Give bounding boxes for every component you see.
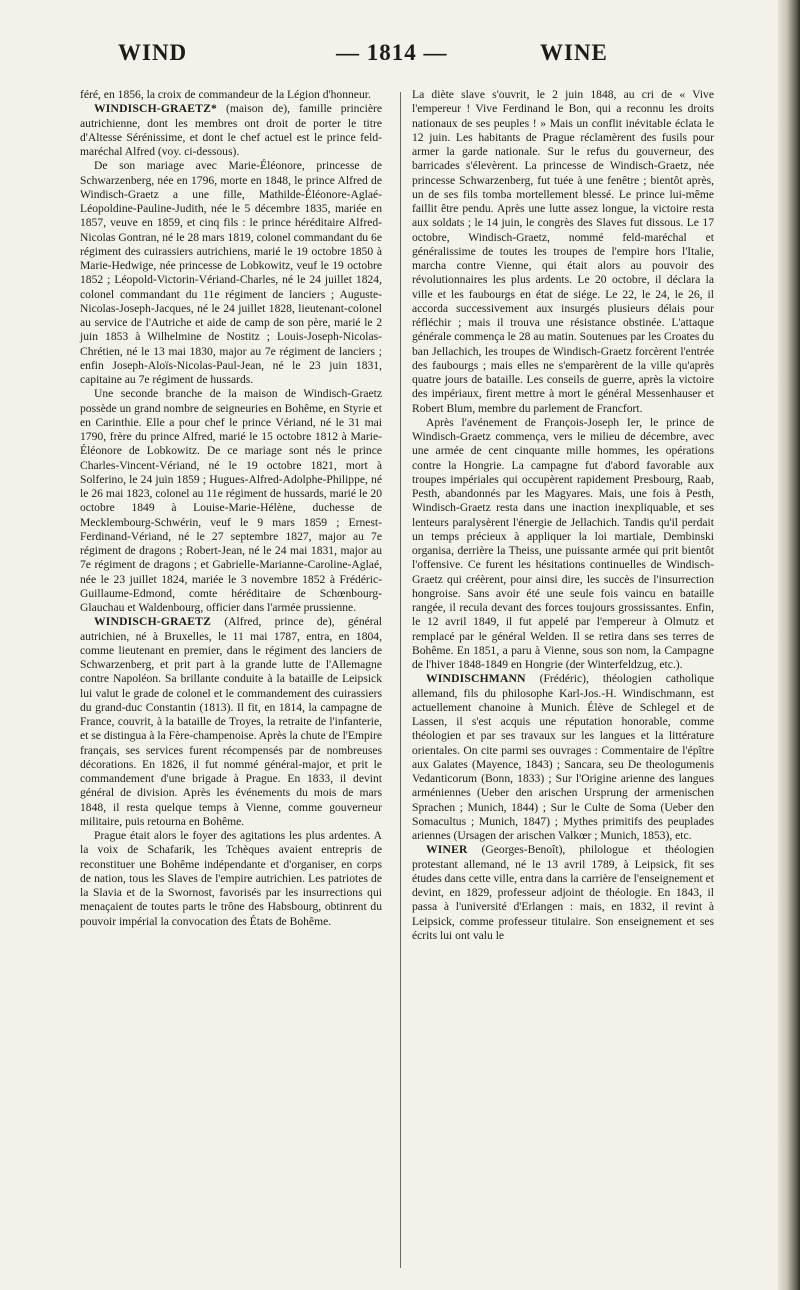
entry-text: (Alfred, prince de), général autrichien, né à Bruxelles, le 11 mai 1787, entra, en 1804, comme lieutenant en premier, dans le régiment des lanciers de Schwarzenberg, et prit part à la grande lutte de l'Allemagne contre Napoléon. Sa brillante conduite à la bataille de Leipsick lui valut le grade de colonel et le commandement des cuirassiers du grand-duc Constantin (1813). Il fit, en 1814, la campagne de France, couvrit, à la bataille de Troyes, la retraite de l'infanterie, et se distingua à la Fère-champenoise. Après la chute de l'Empire français, ses services furent récompensés par de nombreuses décorations. En 1826, il fut nommé général-major, et prit le commandement d'une brigade à Prague. En 1833, il devint général de division. Après les événements du mois de mars 1848, il resta quelque temps à Vienne, comme gouverneur militaire, puis retourna en Bohême. — [80, 615, 382, 828]
paragraph — [80, 829, 382, 929]
entry-text: Prague était alors le foyer des agitations les plus ardentes. A la voix de Schafarik, les Tchèques avaient entrepris de reconstituer une Bohême indépendante et d'organiser, en corps de nation, tous les Slaves de l'empire autrichien. Les patriotes de la Slavia et de la Swornost, favorisés par les insurrections qui menaçaient de toutes parts le trône des Habsbourg, obtinrent du pouvoir impérial la convocation des États de Bohême. — [80, 829, 382, 928]
page-edge-shadow — [778, 0, 800, 1290]
paragraph — [80, 88, 382, 102]
entry-headword: WINDISCHMANN — [426, 672, 526, 686]
running-header — [100, 40, 660, 70]
entry-text: La diète slave s'ouvrit, le 2 juin 1848, au cri de « Vive l'empereur ! Vive Ferdinand le Bon, qui a reconnu les droits nationaux de ses peuples ! » Mais un conflit inévitable éclata le 12 juin. Les habitants de Prague réclamèrent des fusils pour armer la garde nationale. Sur le refus du gouverneur, des barricades s'élevèrent. La princesse de Windisch-Graetz, née princesse Schwarzenberg, fut tuée à une fenêtre ; bientôt après, un de ses fils tomba mortellement blessé. Le prince lui-même faillit être pendu. Après une lutte assez longue, la victoire resta aux soldats ; le 14 juin, le congrès des Slaves fut dissous. Le 17 octobre, Windisch-Graetz, nommé feld-maréchal et généralissime de toutes les troupes de l'empire hors l'Italie, marcha contre Vienne, qui était alors au pouvoir des révolutionnaires les plus ardents. Le 20 octobre, il déclara la ville et les faubourgs en état de siége. Le 22, le 24, le 26, il accorda successivement aux insurgés plusieurs délais pour réfléchir ; mais il trouva une résistance obstinée. L'attaque générale commença le 28 au matin. Soutenues par les Croates du ban Jellachich, les troupes de Windisch-Graetz forcèrent l'entrée des faubourgs ; mais elles ne s'emparèrent de la ville qu'après quatre jours de bataille. Les conseils de guerre, après la victoire des impériaux, firent mettre à mort le général Messenhauser et Robert Blum, membre du parlement de Francfort. — [412, 88, 714, 415]
dictionary-entry — [412, 672, 714, 843]
entry-text: féré, en 1856, la croix de commandeur de la Légion d'honneur. — [80, 88, 371, 101]
dictionary-entry — [80, 102, 382, 159]
right-column — [412, 88, 714, 943]
dictionary-entry — [412, 843, 714, 943]
header-left-guide-word: WIND — [118, 40, 188, 65]
paragraph — [412, 416, 714, 673]
paragraph — [412, 88, 714, 416]
entry-headword: WINDISCH-GRAETZ — [94, 615, 212, 629]
entry-text: Après l'avénement de François-Joseph Ier, le prince de Windisch-Graetz commença, vers le milieu de décembre, avec une armée de cent cinquante mille hommes, les opérations contre la Hongrie. La campagne fut d'abord favorable aux troupes impériales qui occupèrent rapidement Presbourg, Raab, Pesth, abandonnés par les Magyares. Mais, une fois à Pesth, Windisch-Graetz resta dans une inaction inexpliquable, et ses lenteurs paralysèrent l'énergie de Jellachich. Tandis qu'il perdait un temps précieux à appliquer la loi martiale, Dembinski organisa, derrière la Theiss, une puissante armée qui prit bientôt l'offensive. Ce furent les hésitations continuelles de Windisch-Graetz qui créèrent, pour ainsi dire, les succès de l'insurrection hongroise. Sans avoir été une seule fois vaincu en bataille rangée, il recula devant des forces toujours grossissantes. Enfin, le 12 avril 1849, il fut appelé par l'empereur à Olmutz et remplacé par le général Welden. Il se retira dans ses terres de Bohême. En 1851, a paru à Vienne, sous son nom, la Campagne de l'hiver 1848-1849 en Hongrie (der Winterfeldzug, etc.). — [412, 415, 714, 671]
entry-text: (maison de), famille princière autrichienne, dont les membres ont droit de porter le titre d'Altesse Sérénissime, et dont le chef actuel est le prince feld-maréchal Alfred (voy. ci-dessous). — [80, 102, 382, 158]
entry-text: (Frédéric), théologien catholique allemand, fils du philosophe Karl-Jos.-H. Windischmann, est actuellement chanoine à Munich. Élève de Schlegel et de Lassen, il s'est acquis une réputation honorable, comme théologien et par ses travaux sur les langues et la littérature orientales. On cite parmi ses ouvrages : Commentaire de l'épître aux Galates (Mayence, 1843) ; Sancara, seu De theologumenis Vedanticorum (Bonn, 1833) ; Sur l'Origine arienne des langues arméniennes (Ueber den arischen Ursprung der armenischen Sprachen ; Munich, 1844) ; Sur le Culte de Soma (Ueber den Somacultus ; Munich, 1847) ; Mythes primitifs des peuplades ariennes (Ursagen der arischen Valkœr ; Munich, 1853), etc. — [412, 672, 714, 842]
paragraph — [80, 387, 382, 615]
entry-text: (Georges-Benoît), philologue et théologien protestant allemand, né le 13 avril 1789, à Leipsick, fit ses études dans cette ville, entra dans la carrière de l'enseignement et devint, en 1829, professeur adjoint de théologie. En 1843, il passa à l'université d'Erlangen : mais, en 1832, il revint à Leipsick, comme professeur titulaire. Son enseignement et ses écrits lui ont valu le — [412, 843, 714, 942]
left-column — [80, 88, 382, 929]
entry-headword: WINDISCH-GRAETZ* — [94, 102, 218, 116]
paragraph — [80, 159, 382, 387]
header-right-guide-word: WINE — [540, 40, 608, 65]
page-number: — 1814 — — [336, 40, 448, 65]
entry-headword: WINER — [426, 843, 468, 857]
entry-text: Une seconde branche de la maison de Windisch-Graetz possède un grand nombre de seigneuries en Bohême, en Styrie et en Carinthie. Elle a pour chef le prince Vériand, né le 31 mai 1790, frère du prince Alfred, marié le 15 octobre 1812 à Marie-Éléonore de Lobkowitz. De ce mariage sont nés le prince Charles-Vincent-Vériand, né le 19 octobre 1821, mort à Solferino, le 24 juin 1859 ; Hugues-Alfred-Adolphe-Philippe, né le 26 mai 1823, colonel au 11e régiment de hussards, marié le 20 octobre 1849 à Louise-Marie-Hélène, duchesse de Mecklembourg-Schwérin, veuf le 9 mars 1859 ; Ernest-Ferdinand-Vériand, né le 27 septembre 1827, major au 7e régiment de dragons ; Robert-Jean, né le 24 mai 1831, major au 7e régiment de dragons ; et Gabrielle-Marianne-Caroline-Aglaé, née le 23 juillet 1824, mariée le 3 novembre 1852 à Frédéric-Guillaume-Edmond, comte héréditaire de Schœnbourg-Glauchau et Waldenbourg, officier dans l'armée prussienne. — [80, 387, 382, 614]
column-divider — [400, 92, 401, 1268]
dictionary-entry — [80, 615, 382, 829]
entry-text: De son mariage avec Marie-Éléonore, princesse de Schwarzenberg, née en 1796, morte en 1848, le prince Alfred de Windisch-Graetz a une fille, Mathilde-Éléonore-Aglaé-Léopoldine-Pauline-Judith, née le 5 décembre 1835, mariée en 1857, veuve en 1859, et cinq fils : le prince héréditaire Alfred-Nicolas Gontran, né le 28 mars 1819, colonel commandant du 6e régiment des cuirassiers autrichiens, marié le 19 octobre 1850 à Marie-Hedwige, née princesse de Lobkowitz, veuf le 19 octobre 1852 ; Léopold-Victorin-Vériand-Charles, né le 24 juillet 1824, colonel commandant du 11e régiment de lanciers ; Auguste-Nicolas-Joseph-Jacques, né le 24 juillet 1828, lieutenant-colonel au service de l'Autriche et aide de camp de son père, marié le 2 juin 1853 à Wilhelmine de Nostitz ; Louis-Joseph-Nicolas-Chrétien, né le 13 mai 1830, major au 7e régiment de lanciers ; enfin Joseph-Aloïs-Nicolas-Paul-Jean, né le 23 juin 1831, capitaine au 7e régiment de hussards. — [80, 159, 382, 386]
